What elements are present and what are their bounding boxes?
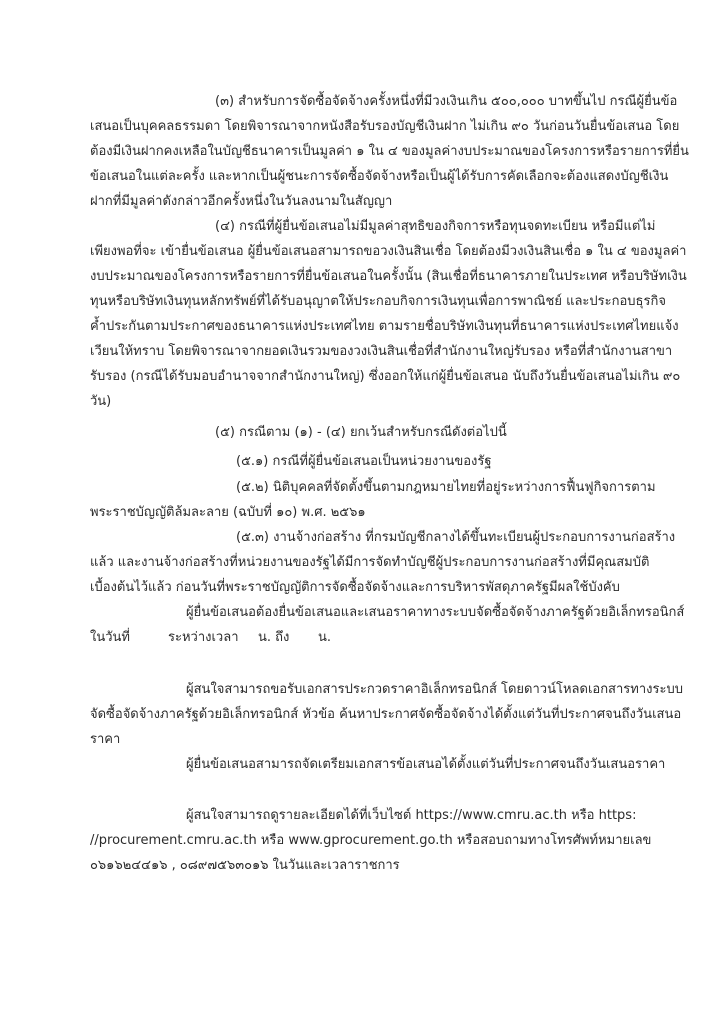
- para5-line1: (๕) กรณีตาม (๑) - (๔) ยกเว้นสำหรับกรณีดังต่อไปนี้: [215, 425, 507, 440]
- para4-line8: วัน): [90, 394, 112, 409]
- documents-line4: ผู้ยื่นข้อเสนอสามารถจัดเตรียมเอกสารข้อเสนอได้ตั้งแต่วันที่ประกาศจนถึงวันเสนอราคา: [186, 757, 666, 772]
- submission-time-label: ระหว่างเวลา: [168, 630, 239, 645]
- para5-2-line2: พระราชบัญญัติล้มละลาย (ฉบับที่ ๑๐) พ.ศ. ๒๕๖๑: [90, 505, 366, 520]
- para4-line6: เวียนให้ทราบ โดยพิจารณาจากยอดเงินรวมของวงเงินสินเชื่อที่สำนักงานใหญ่รับรอง หรือที่สำนักงานสาขา: [90, 344, 673, 359]
- documents-line2: จัดซื้อจัดจ้างภาครัฐด้วยอิเล็กทรอนิกส์ หัวข้อ ค้นหาประกาศจัดซื้อจัดจ้างได้ตั้งแต่วันที่ประกาศจนถึงวันเสนอ: [90, 707, 682, 722]
- para4-line4: ทุนหรือบริษัทเงินทุนหลักทรัพย์ที่ได้รับอนุญาตให้ประกอบกิจการเงินทุนเพื่อการพาณิชย์ และประกอบธุรกิจ: [90, 294, 666, 309]
- para5-2-line1: (๕.๒) นิติบุคคลที่จัดตั้งขึ้นตามกฎหมายไทยที่อยู่ระหว่างการฟื้นฟูกิจการตาม: [236, 480, 656, 495]
- para5-1-line: (๕.๑) กรณีที่ผู้ยื่นข้อเสนอเป็นหน่วยงานของรัฐ: [236, 454, 492, 469]
- para3-line4: ข้อเสนอในแต่ละครั้ง และหากเป็นผู้ชนะการจัดซื้อจัดจ้างหรือเป็นผู้ได้รับการคัดเลือกจะต้องแสดงบัญชีเงิน: [90, 169, 669, 184]
- submission-line1: ผู้ยื่นข้อเสนอต้องยื่นข้อเสนอและเสนอราคาทางระบบจัดซื้อจัดจ้างภาครัฐด้วยอิเล็กทรอนิกส์: [186, 605, 685, 620]
- contact-line2: //procurement.cmru.ac.th หรือ www.gprocurement.go.th หรือสอบถามทางโทรศัพท์หมายเลข: [90, 833, 652, 848]
- contact-line3: ๐๖๑๖๒๔๔๑๖ , ๐๘๙๗๕๖๓๐๑๖ ในวันและเวลาราชการ: [90, 858, 400, 873]
- submission-date-label: ในวันที่: [90, 630, 130, 645]
- para3-line5: ฝากที่มีมูลค่าดังกล่าวอีกครั้งหนึ่งในวันลงนามในสัญญา: [90, 194, 393, 209]
- para4-line7: รับรอง (กรณีได้รับมอบอำนาจจากสำนักงานใหญ่) ซึ่งออกให้แก่ผู้ยื่นข้อเสนอ นับถึงวันยื่นข้อเสนอไม่เกิน ๙๐: [90, 369, 681, 384]
- para4-line1: (๔) กรณีที่ผู้ยื่นข้อเสนอไม่มีมูลค่าสุทธิของกิจการหรือทุนจดทะเบียน หรือมีแต่ไม่: [215, 219, 656, 234]
- para5-3-line1: (๕.๓) งานจ้างก่อสร้าง ที่กรมบัญชีกลางได้ขึ้นทะเบียนผู้ประกอบการงานก่อสร้าง: [236, 530, 676, 545]
- para3-line2: เสนอเป็นบุคคลธรรมดา โดยพิจารณาจากหนังสือรับรองบัญชีเงินฝาก ไม่เกิน ๙๐ วันก่อนวันยื่นข้อเสนอ โดย: [90, 119, 680, 134]
- para3-line3: ต้องมีเงินฝากคงเหลือในบัญชีธนาคารเป็นมูลค่า ๑ ใน ๔ ของมูลค่างบประมาณของโครงการหรือรายการที่ยื่น: [90, 144, 689, 159]
- submission-unit-to: น. ถึง: [258, 630, 290, 645]
- documents-line3: ราคา: [90, 732, 121, 747]
- para5-3-line2: แล้ว และงานจ้างก่อสร้างที่หน่วยงานของรัฐได้มีการจัดทำบัญชีผู้ประกอบการงานก่อสร้างที่มีคุณสมบัติ: [90, 555, 650, 570]
- para4-line3: งบประมาณของโครงการหรือรายการที่ยื่นข้อเสนอในครั้งนั้น (สินเชื่อที่ธนาคารภายในประเทศ หรือบริษัทเงิน: [90, 269, 687, 284]
- para3-line1: (๓) สำหรับการจัดซื้อจัดจ้างครั้งหนึ่งที่มีวงเงินเกิน ๕๐๐,๐๐๐ บาทขึ้นไป กรณีผู้ยื่นข้อ: [215, 94, 678, 109]
- para4-line2: เพียงพอที่จะ เข้ายื่นข้อเสนอ ผู้ยื่นข้อเสนอสามารถขอวงเงินสินเชื่อ โดยต้องมีวงเงินสินเชื่อ ๑ ใน ๔ ของมูลค่า: [90, 244, 687, 259]
- para5-3-line3: เบื้องต้นไว้แล้ว ก่อนวันที่พระราชบัญญัติการจัดซื้อจัดจ้างและการบริหารพัสดุภาครัฐมีผลใช้บังคับ: [90, 580, 620, 595]
- documents-line1: ผู้สนใจสามารถขอรับเอกสารประกวดราคาอิเล็กทรอนิกส์ โดยดาวน์โหลดเอกสารทางระบบ: [186, 682, 683, 697]
- para4-line5: ค้ำประกันตามประกาศของธนาคารแห่งประเทศไทย ตามรายชื่อบริษัทเงินทุนที่ธนาคารแห่งประเทศไทยแจ้ง: [90, 319, 679, 334]
- contact-line1: ผู้สนใจสามารถดูรายละเอียดได้ที่เว็บไซต์ https://www.cmru.ac.th หรือ https:: [186, 808, 637, 823]
- submission-unit-end: น.: [318, 630, 332, 645]
